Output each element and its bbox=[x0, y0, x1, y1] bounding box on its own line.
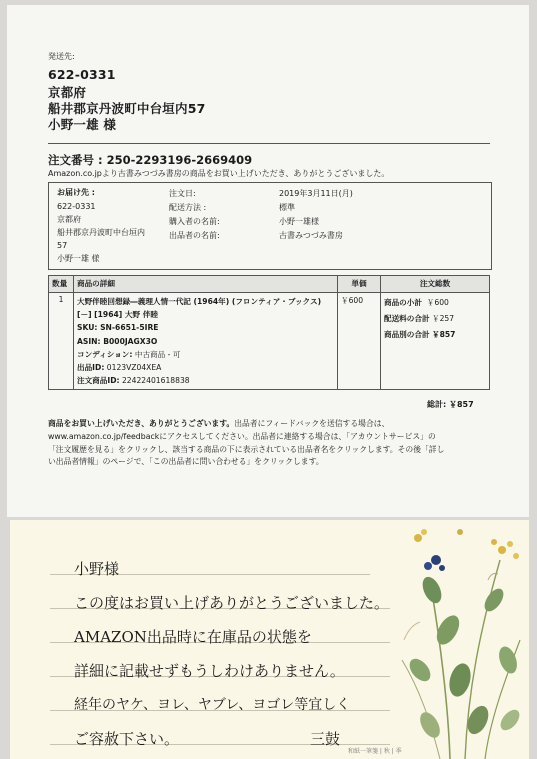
ship-to-header: 発送先: bbox=[48, 52, 75, 61]
item-total-line bbox=[384, 327, 486, 343]
ship-to-postal: 622-0331 bbox=[48, 67, 116, 82]
header-price: 単価 bbox=[338, 276, 381, 293]
footer-lead: 商品をお買い上げいただき、ありがとうございます。 bbox=[48, 419, 235, 428]
shipping-method-label: 配送方法 : bbox=[169, 203, 207, 212]
buyer-name-label: 購入者の名前: bbox=[169, 217, 220, 226]
item-total-label: 商品別の合計 bbox=[384, 330, 430, 339]
subtotal-label: 商品の小計 bbox=[384, 298, 422, 307]
flower-illustration bbox=[390, 520, 529, 759]
handwritten-line: 小野様 bbox=[74, 560, 120, 578]
items-table bbox=[48, 275, 490, 390]
row-detail bbox=[74, 293, 338, 390]
subtotal-value: ￥600 bbox=[426, 298, 449, 307]
footer-line3: 「注文履歴を見る」をクリックし、該当する商品の下に表示されている出品者名をクリックします。その後「詳し bbox=[48, 444, 445, 454]
subtotal-line bbox=[384, 295, 486, 311]
ship-to-prefecture: 京都府 bbox=[48, 85, 87, 100]
table-row bbox=[49, 293, 490, 390]
shipping-value: ￥257 bbox=[431, 314, 455, 323]
footer-note bbox=[48, 418, 444, 469]
delivery-line: 小野一雄 様 bbox=[57, 254, 100, 263]
divider bbox=[48, 143, 490, 144]
order-date-label: 注文日: bbox=[169, 189, 196, 198]
handwritten-line: 詳細に記載せずもうしわけありません。 bbox=[74, 662, 345, 680]
order-item-label: 注文商品ID: bbox=[77, 376, 120, 386]
handwritten-line: 経年のヤケ、ヨレ、ヤブレ、ヨゴレ等宜しく bbox=[74, 697, 351, 713]
header-detail: 商品の詳細 bbox=[74, 276, 338, 293]
order-date-value: 2019年3月11日(月) bbox=[279, 189, 353, 198]
header-total: 注文総数 bbox=[381, 276, 490, 293]
delivery-line: 船井郡京丹波町中台垣内 bbox=[57, 228, 145, 237]
item-asin: ASIN: B000JAGX3O bbox=[77, 336, 158, 346]
handwritten-line: ご容赦下さい。 bbox=[74, 730, 180, 748]
delivery-box bbox=[48, 182, 492, 270]
footer-line1: 出品者にフィードバックを送信する場合は、 bbox=[234, 419, 390, 428]
item-listing bbox=[77, 361, 334, 374]
delivery-line: 57 bbox=[57, 241, 68, 250]
item-sku: SKU: SN-6651-5IRE bbox=[77, 323, 159, 333]
listing-value: 0123VZ04XEA bbox=[106, 363, 162, 373]
row-qty: 1 bbox=[49, 293, 74, 390]
packing-slip bbox=[7, 5, 529, 517]
delivery-line: 622-0331 bbox=[57, 202, 96, 211]
listing-label: 出品ID: bbox=[77, 363, 105, 373]
shipping-line bbox=[384, 311, 486, 327]
footer-line2: www.amazon.co.jp/feedbackにアクセスしてください。出品者に連絡する場合は、「アカウントサービス」の bbox=[48, 431, 436, 441]
buyer-name-value: 小野一雄様 bbox=[279, 217, 319, 226]
item-condition bbox=[77, 348, 334, 361]
order-item-value: 22422401618838 bbox=[121, 376, 190, 386]
item-order-id bbox=[77, 374, 334, 387]
footer-line4: い出品者情報」のページで、「この出品者に問い合わせる」をクリックします。 bbox=[48, 457, 324, 467]
ship-to-address: 船井郡京丹波町中台垣内57 bbox=[48, 101, 206, 116]
delivery-line: 京都府 bbox=[57, 215, 81, 224]
row-totals bbox=[381, 293, 490, 390]
seller-name-value: 古書みつづみ書房 bbox=[279, 231, 343, 240]
delivery-label: お届け先 : bbox=[57, 188, 95, 197]
ship-to-name: 小野一雄 様 bbox=[48, 117, 117, 132]
seller-name-label: 出品者の名前: bbox=[169, 231, 220, 240]
order-thanks: Amazon.co.jpより古書みつづみ書房の商品をお買い上げいただき、ありがとうございました。 bbox=[48, 169, 390, 178]
header-qty: 数量 bbox=[49, 276, 74, 293]
handwritten-signature: 三鼓 bbox=[310, 730, 341, 748]
print-mark: 和紙一筆箋 | 秋 | 季 bbox=[348, 748, 402, 755]
item-total-value: ￥857 bbox=[431, 330, 456, 339]
handwritten-line: AMAZON出品時に在庫品の状態を bbox=[74, 628, 312, 646]
shipping-label: 配送料の合計 bbox=[384, 314, 430, 323]
grand-total: 総計: ￥857 bbox=[427, 400, 474, 409]
handwritten-line: この度はお買い上げありがとうございました。 bbox=[74, 594, 390, 612]
order-number: 注文番号 : 250-2293196-2669409 bbox=[48, 153, 253, 167]
item-title: 大野伴睦回想録―義理人情一代記 (1964年) (フロンティア・ブックス) [－] [1964] 大野 伴睦 bbox=[77, 297, 322, 320]
shipping-method-value: 標準 bbox=[279, 203, 295, 212]
row-price: ￥600 bbox=[338, 293, 381, 390]
handwritten-note-card bbox=[10, 520, 529, 759]
condition-label: コンディション: bbox=[77, 349, 133, 359]
condition-value: 中古商品 - 可 bbox=[134, 349, 181, 359]
